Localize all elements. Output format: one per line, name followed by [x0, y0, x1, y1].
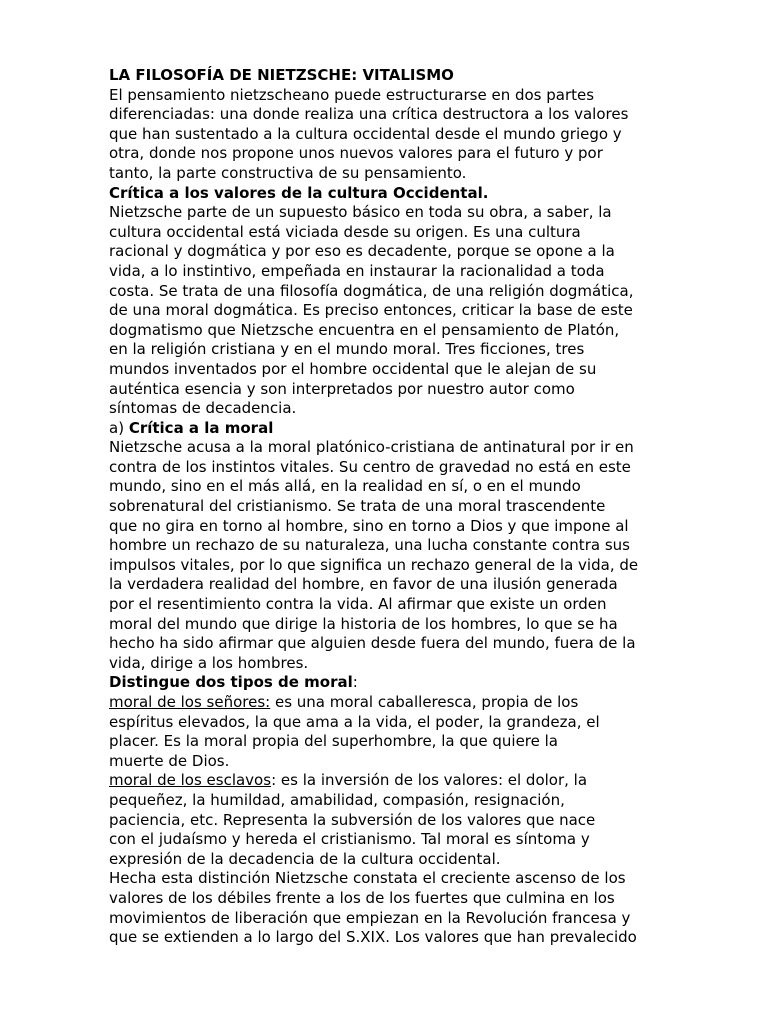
text-line: de una moral dogmática. Es preciso entonces, criticar la base de este: [109, 301, 633, 320]
text-line: otra, donde nos propone unos nuevos valores para el futuro y por: [109, 144, 603, 163]
document-page: [109, 66, 669, 948]
moral-types-heading: [109, 673, 669, 693]
text-line: valores de los débiles frente a los de los fuertes que culmina en los: [109, 888, 615, 907]
text-line: dogmatismo que Nietzsche encuentra en el pensamiento de Platón,: [109, 320, 620, 339]
master-morality-first-line: [109, 693, 669, 713]
text-line: por el resentimiento contra la vida. Al afirmar que existe un orden: [109, 595, 607, 614]
text-line: expresión de la decadencia de la cultura occidental.: [109, 849, 501, 868]
text-line: espíritus elevados, la que ama a la vida, el poder, la grandeza, el: [109, 712, 600, 731]
text-line: vida, dirige a los hombres.: [109, 653, 309, 672]
text-line: Nietzsche acusa a la moral platónico-cristiana de antinatural por ir en: [109, 438, 634, 457]
text-line: racional y dogmática y por eso es decadente, porque se opone a la: [109, 242, 615, 261]
text-line: diferenciadas: una donde realiza una crítica destructora a los valores: [109, 105, 629, 124]
document-title: [109, 66, 669, 86]
text-line: moral del mundo que dirige la historia de los hombres, lo que se ha: [109, 614, 618, 633]
text-line: Hecha esta distinción Nietzsche constata el creciente ascenso de los: [109, 869, 626, 888]
text-line: cultura occidental está viciada desde su origen. Es una cultura: [109, 222, 581, 241]
slave-morality-rest: : es la inversión de los valores: el dolor, la: [271, 771, 588, 790]
section-heading: [109, 184, 669, 204]
text-line: contra de los instintos vitales. Su centro de gravedad no está en este: [109, 457, 631, 476]
section-heading-text: Crítica a los valores de la cultura Occidental.: [109, 183, 489, 202]
subsection-prefix: a): [109, 418, 129, 437]
slave-morality-paragraph: [109, 771, 669, 869]
subsection-heading: [109, 419, 669, 439]
closing-paragraph: [109, 869, 669, 947]
subsection-heading-line: [109, 419, 669, 439]
section-paragraph: [109, 203, 669, 419]
subsection-heading-text: Crítica a la moral: [128, 418, 274, 437]
title-text: LA FILOSOFÍA DE NIETZSCHE: VITALISMO: [109, 66, 454, 84]
text-line: impulsos vitales, por lo que significa un rechazo general de la vida, de: [109, 555, 639, 574]
text-line: muerte de Dios.: [109, 751, 230, 770]
text-line: hecho ha sido afirmar que alguien desde fuera del mundo, fuera de la: [109, 634, 636, 653]
text-line: paciencia, etc. Representa la subversión de los valores que nace: [109, 810, 596, 829]
moral-types-heading-line: [109, 673, 669, 693]
text-line: mundo, sino en el más allá, en la realidad en sí, o en el mundo: [109, 477, 581, 496]
text-line: El pensamiento nietzscheano puede estructurarse en dos partes: [109, 85, 595, 104]
master-morality-term: moral de los señores:: [109, 693, 271, 711]
text-line: placer. Es la moral propia del superhombre, la que quiere la: [109, 732, 558, 751]
text-line: sobrenatural del cristianismo. Se trata de una moral trascendente: [109, 497, 606, 516]
text-line: mundos inventados por el hombre occidental que le alejan de su: [109, 359, 597, 378]
moral-types-heading-colon: :: [352, 673, 358, 692]
text-line: Nietzsche parte de un supuesto básico en toda su obra, a saber, la: [109, 203, 612, 222]
master-morality-rest: es una moral caballeresca, propia de los: [270, 693, 579, 711]
master-morality-paragraph: [109, 693, 669, 771]
text-line: que no gira en torno al hombre, sino en torno a Dios y que impone al: [109, 516, 629, 535]
text-line: la verdadera realidad del hombre, en favor de una ilusión generada: [109, 575, 618, 594]
moral-types-heading-text: Distingue dos tipos de moral: [109, 673, 353, 692]
text-line: con el judaísmo y hereda el cristianismo. Tal moral es síntoma y: [109, 830, 590, 849]
text-line: auténtica esencia y son interpretados por nuestro autor como: [109, 379, 575, 398]
text-line: que se extienden a lo largo del S.XIX. Los valores que han prevalecido: [109, 928, 637, 947]
text-line: pequeñez, la humildad, amabilidad, compasión, resignación,: [109, 790, 565, 809]
slave-morality-term: moral de los esclavos: [109, 771, 272, 790]
slave-morality-first-line: [109, 771, 669, 791]
intro-paragraph: [109, 86, 669, 184]
text-line: hombre un rechazo de su naturaleza, una lucha constante contra sus: [109, 536, 630, 555]
text-line: movimientos de liberación que empiezan en la Revolución francesa y: [109, 908, 631, 927]
text-line: síntomas de decadencia.: [109, 399, 297, 418]
subsection-paragraph: [109, 438, 669, 673]
text-line: en la religión cristiana y en el mundo moral. Tres ficciones, tres: [109, 340, 585, 359]
text-line: tanto, la parte constructiva de su pensamiento.: [109, 163, 467, 182]
text-line: vida, a lo instintivo, empeñada en instaurar la racionalidad a toda: [109, 261, 605, 280]
text-line: que han sustentado a la cultura occidental desde el mundo griego y: [109, 124, 622, 143]
text-line: costa. Se trata de una filosofía dogmática, de una religión dogmática,: [109, 281, 634, 300]
